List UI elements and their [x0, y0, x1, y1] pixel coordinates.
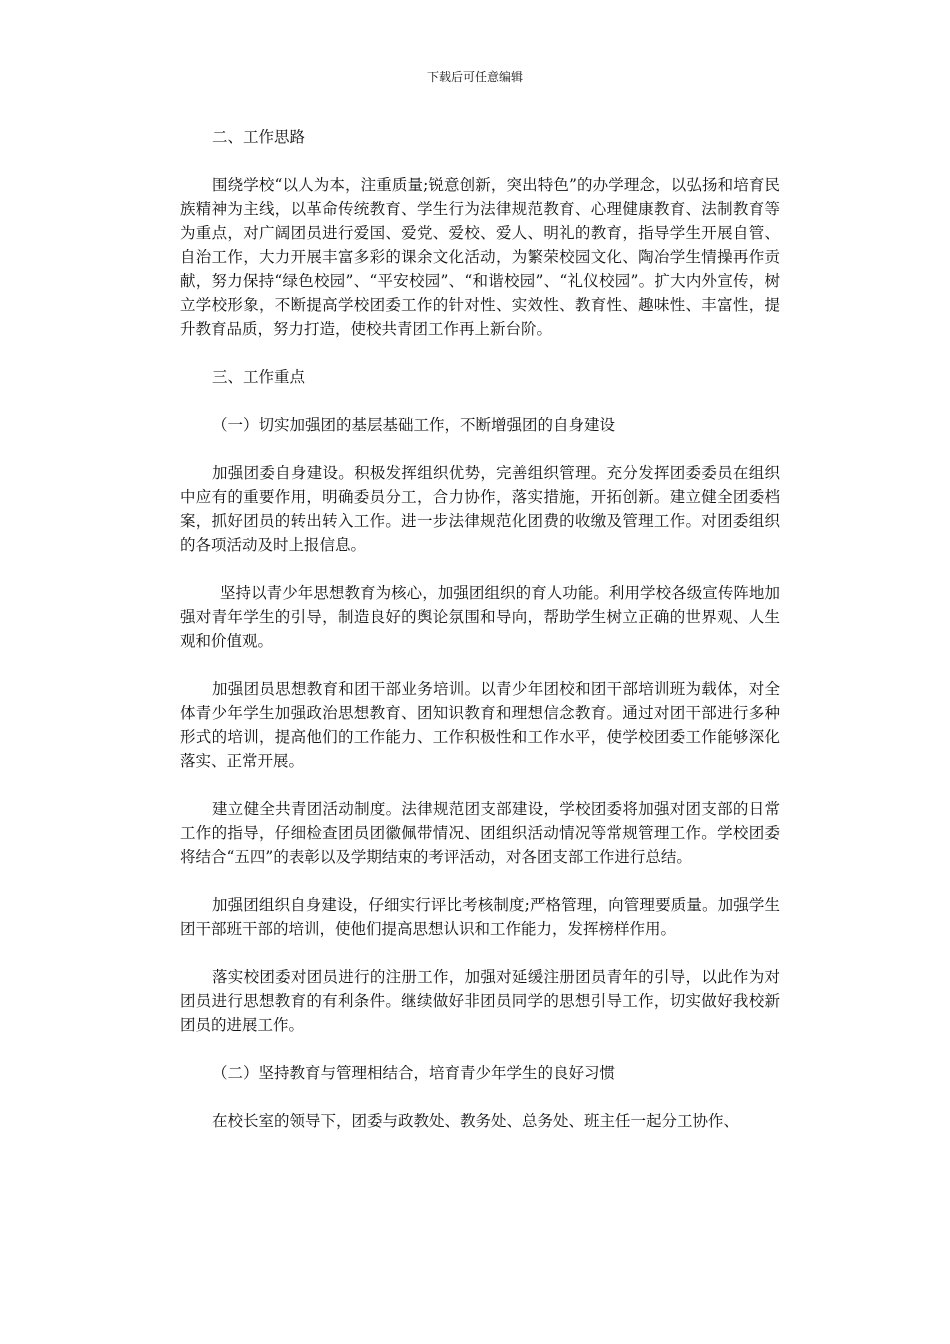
header-note: 下载后可任意编辑	[426, 70, 523, 84]
paragraph-activity-system: 建立健全共青团活动制度。法律规范团支部建设，学校团委将加强对团支部的日常工作的指导，仔细检查团员团徽佩带情况、团组织活动情况等常规管理工作。学校团委将结合“五四”的表彰以及学期结束的考评活动，对各团支部工作进行总结。	[180, 800, 780, 866]
paragraph-cooperation: 在校长室的领导下，团委与政教处、教务处、总务处、班主任一起分工协作、	[212, 1112, 740, 1130]
paragraph-committee-building: 加强团委自身建设。积极发挥组织优势，完善组织管理。充分发挥团委委员在组织中应有的重要作用，明确委员分工，合力协作，落实措施，开拓创新。建立健全团委档案，抓好团员的转出转入工作。进一步法律规范化团费的收缴及管理工作。对团委组织的各项活动及时上报信息。	[180, 464, 780, 554]
paragraph-work-approach: 围绕学校“以人为本，注重质量;锐意创新，突出特色”的办学理念，以弘扬和培育民族精神为主线，以革命传统教育、学生行为法律规范教育、心理健康教育、法制教育等为重点，对广阔团员进行爱国、爱党、爱校、爱人、明礼的教育，指导学生开展自管、自治工作，大力开展丰富多彩的课余文化活动，为繁荣校园文化、陶冶学生情操再作贡献，努力保持“绿色校园”、“平安校园”、“和谐校园”、“礼仪校园”。扩大内外宣传，树立学校形象，不断提高学校团委工作的针对性、实效性、教育性、趣味性、丰富性，提升教育品质，努力打造，使校共青团工作再上新台阶。	[180, 176, 780, 338]
section-heading-work-focus: 三、工作重点	[212, 368, 306, 386]
paragraph-organization-building: 加强团组织自身建设，仔细实行评比考核制度;严格管理，向管理要质量。加强学生团干部班干部的培训，使他们提高思想认识和工作能力，发挥榜样作用。	[180, 896, 780, 938]
paragraph-member-registration: 落实校团委对团员进行的注册工作，加强对延缓注册团员青年的引导，以此作为对团员进行思想教育的有利条件。继续做好非团员同学的思想引导工作，切实做好我校新团员的进展工作。	[180, 968, 780, 1034]
paragraph-member-training: 加强团员思想教育和团干部业务培训。以青少年团校和团干部培训班为载体，对全体青少年学生加强政治思想教育、团知识教育和理想信念教育。通过对团干部进行多种形式的培训，提高他们的工作能力、工作积极性和工作水平，使学校团委工作能够深化落实、正常开展。	[180, 680, 780, 770]
paragraph-ideological-education: 坚持以青少年思想教育为核心，加强团组织的育人功能。利用学校各级宣传阵地加强对青年学生的引导，制造良好的舆论氛围和导向，帮助学生树立正确的世界观、人生观和价值观。	[180, 584, 780, 650]
subsection-heading-2: （二）坚持教育与管理相结合，培育青少年学生的良好习惯	[212, 1064, 616, 1082]
document-body	[180, 125, 780, 1157]
subsection-heading-1: （一）切实加强团的基层基础工作，不断增强团的自身建设	[212, 416, 616, 434]
section-heading-work-approach: 二、工作思路	[212, 128, 306, 146]
